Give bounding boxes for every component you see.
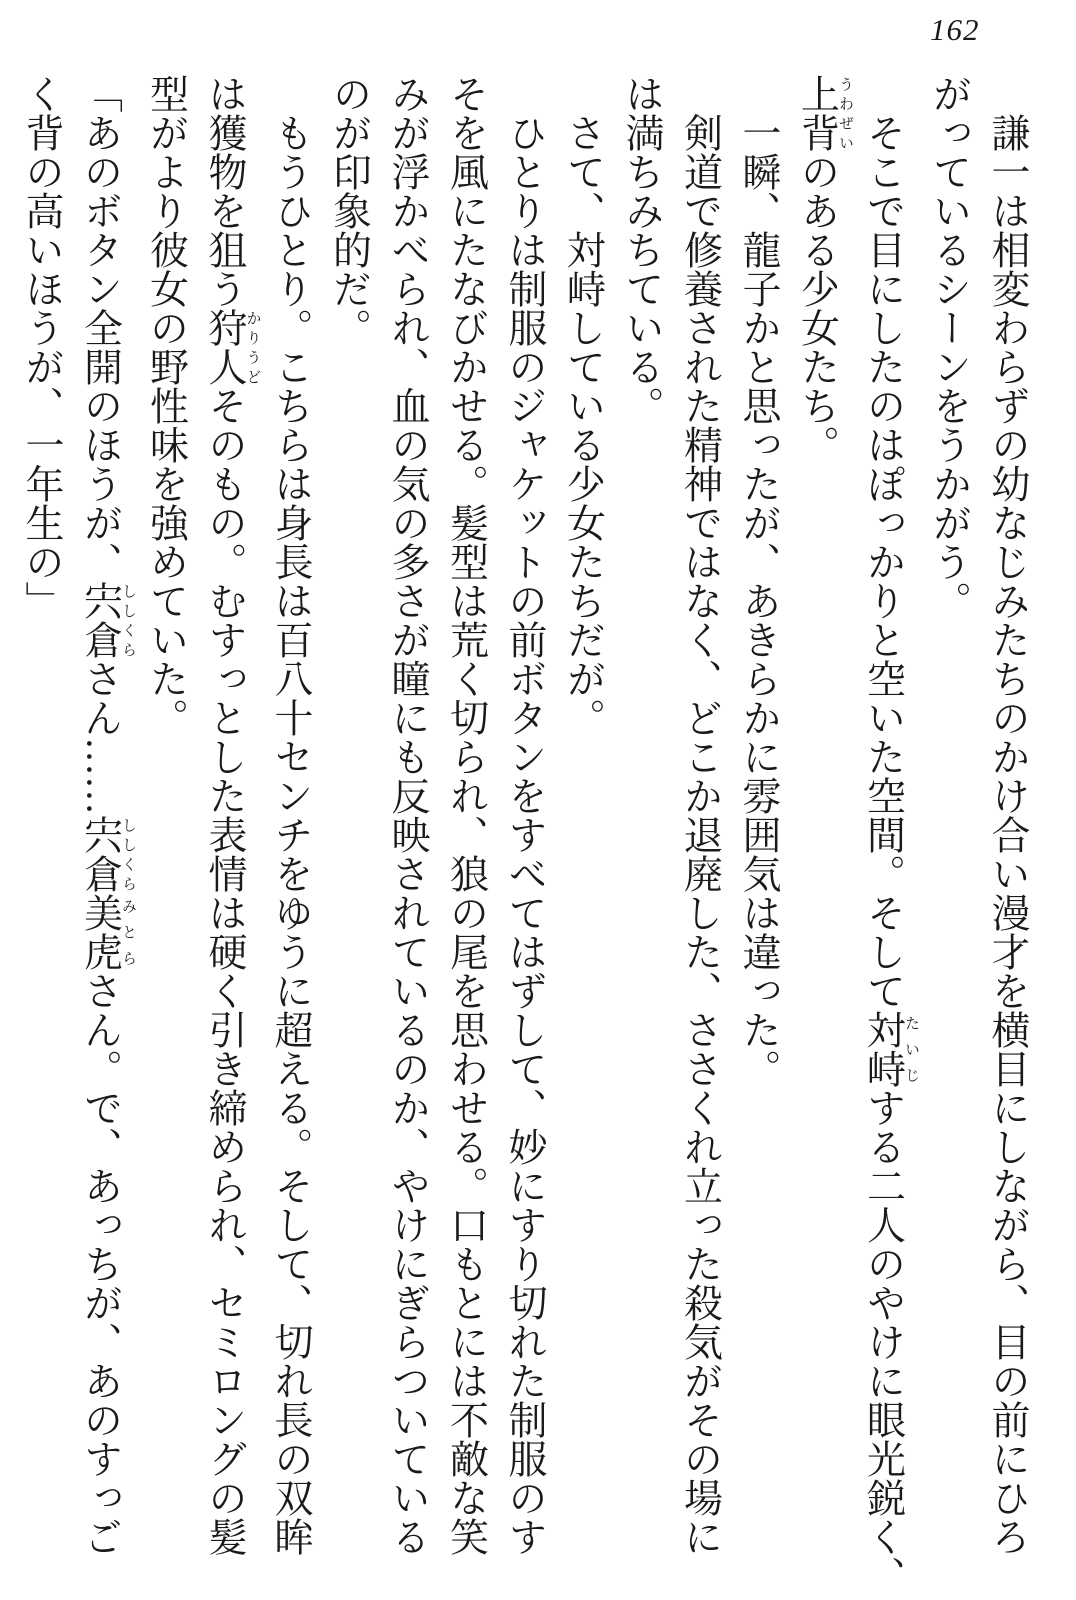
text-column: ひとりは制服のジャケットの前ボタンをすべてはずして、妙にすり切れた制服のす bbox=[503, 113, 546, 1556]
furigana-ruby: 狩人かりうど bbox=[203, 308, 261, 386]
text-column: みが浮かべられ、血の気の多さが瞳にも反映されているのか、やけにぎらついている bbox=[386, 74, 429, 1556]
text-column: そを風にたなびかせる。髪型は荒く切られ、狼の尾を思わせる。口もとには不敵な笑 bbox=[444, 74, 488, 1556]
text-column: のが印象的だ。 bbox=[327, 74, 371, 347]
text-column: さて、対峙している少女たちだが。 bbox=[561, 113, 605, 737]
text-column: く背の高いほうが、一年生の」 bbox=[20, 74, 63, 620]
page-number: 162 bbox=[930, 12, 980, 47]
text-column: は獲物を狙う狩人かりうどそのもの。むすっとした表情は硬く引き締められ、セミロングの髪 bbox=[203, 74, 261, 1556]
text-column: 剣道で修養された精神ではなく、どこか退廃した、ささくれ立った殺気がその場に bbox=[678, 113, 722, 1556]
text-column: そこで目にしたのはぽっかりと空いた空間。そして対峙たいじする二人のやけに眼光鋭く、 bbox=[861, 113, 919, 1595]
furigana-ruby: 宍倉ししくら bbox=[78, 815, 136, 893]
text-column: もうひとり。こちらは身長は百八十センチをゆうに超える。そして、切れ長の双眸 bbox=[269, 113, 312, 1556]
furigana-ruby: 美虎みとら bbox=[78, 893, 136, 971]
text-block bbox=[12, 74, 1037, 1600]
text-column: は満ちみちている。 bbox=[620, 74, 663, 425]
text-column: 上背うわぜいのある少女たち。 bbox=[795, 74, 853, 464]
furigana-ruby: 宍倉ししくら bbox=[78, 581, 136, 659]
text-column: 「あのボタン全開のほうが、宍倉ししくらさん……宍倉ししくら美虎みとらさん。で、あっちが、あのすっご bbox=[78, 74, 136, 1556]
furigana-ruby: 上背うわぜい bbox=[795, 74, 853, 152]
furigana-ruby: 対峙たいじ bbox=[861, 1010, 919, 1088]
text-column: 一瞬、龍子かと思ったが、あきらかに雰囲気は違った。 bbox=[737, 113, 780, 1088]
text-column: 型がより彼女の野性味を強めていた。 bbox=[144, 74, 188, 737]
text-column: 謙一は相変わらずの幼なじみたちのかけ合い漫才を横目にしながら、目の前にひろ bbox=[986, 113, 1029, 1556]
text-column: がっているシーンをうかがう。 bbox=[927, 74, 971, 620]
